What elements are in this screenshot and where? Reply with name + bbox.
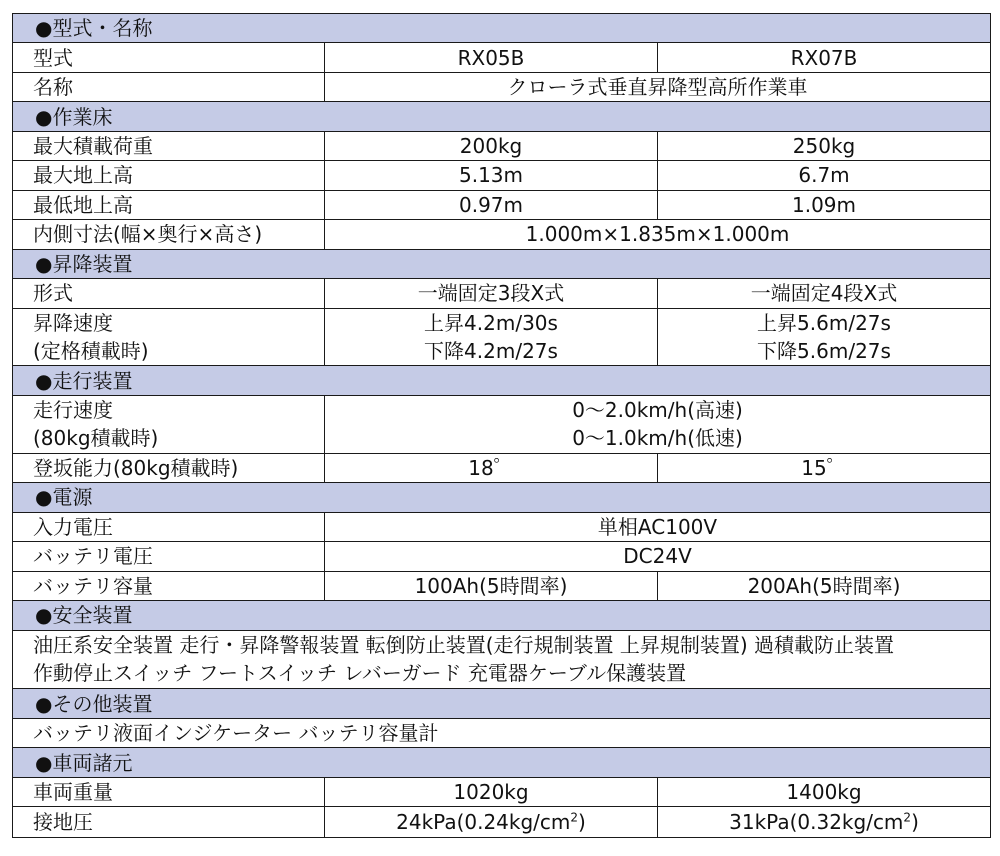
section-header-vehicle [13, 748, 991, 777]
other-devices-text: バッテリ液面インジケーター バッテリ容量計 [13, 718, 991, 747]
section-header-lift [13, 249, 991, 278]
row-climb [13, 453, 991, 482]
section-header-other [13, 689, 991, 718]
row-label: バッテリ電圧 [13, 542, 325, 571]
value-shared [325, 395, 991, 453]
value-rx05b: RX05B [325, 43, 658, 72]
row-battery-capacity [13, 571, 991, 600]
text-line: 作動停止スイッチ フートスイッチ レバーガード 充電器ケーブル保護装置 [33, 661, 687, 686]
row-inner-dimensions [13, 220, 991, 249]
row-min-height [13, 190, 991, 219]
value-close: ) [578, 810, 586, 835]
row-travel-speed [13, 395, 991, 453]
value-rx05b: 200kg [325, 131, 658, 160]
value-rx07b: 250kg [658, 131, 991, 160]
superscript: 2 [903, 810, 912, 825]
label-line: 走行速度 [33, 398, 113, 423]
row-lift-type [13, 279, 991, 308]
section-title: ●昇降装置 [13, 249, 991, 278]
section-header-safety [13, 601, 991, 630]
row-input-voltage [13, 512, 991, 541]
row-other-devices [13, 718, 991, 747]
section-header-travel [13, 366, 991, 395]
value-line: 上昇5.6m/27s [757, 310, 891, 335]
row-max-load [13, 131, 991, 160]
row-max-height [13, 161, 991, 190]
value-close: ) [911, 810, 919, 835]
row-label: 型式 [13, 43, 325, 72]
spec-table [12, 13, 991, 838]
value-rx07b [658, 807, 991, 838]
section-title: ●電源 [13, 483, 991, 512]
row-safety-devices [13, 630, 991, 689]
text-line: 油圧系安全装置 走行・昇降警報装置 転倒防止装置(走行規制装置 上昇規制装置) 過積載防止装置 [33, 633, 895, 658]
row-label: 接地圧 [13, 807, 325, 838]
section-title: ●車両諸元 [13, 748, 991, 777]
row-lift-speed [13, 308, 991, 366]
row-label: 車両重量 [13, 777, 325, 806]
section-title: ●その他装置 [13, 689, 991, 718]
row-label [13, 395, 325, 453]
row-label [13, 308, 325, 366]
safety-devices-text [13, 630, 991, 689]
row-label: 形式 [13, 279, 325, 308]
row-weight [13, 777, 991, 806]
section-header-power [13, 483, 991, 512]
value-line: 下降5.6m/27s [757, 338, 891, 363]
value-rx05b: 100Ah(5時間率) [325, 571, 658, 600]
value-rx05b: 一端固定3段X式 [325, 279, 658, 308]
superscript: 2 [570, 810, 579, 825]
row-label: 内側寸法(幅×奥行×高さ) [13, 220, 325, 249]
section-title: ●作業床 [13, 102, 991, 131]
value-rx07b: 6.7m [658, 161, 991, 190]
section-header-platform [13, 102, 991, 131]
value-shared: クローラ式垂直昇降型高所作業車 [325, 72, 991, 101]
value-shared: 1.000m×1.835m×1.000m [325, 220, 991, 249]
label-line: (定格積載時) [33, 338, 149, 363]
value-line: 0〜1.0km/h(低速) [572, 426, 743, 451]
row-label: バッテリ容量 [13, 571, 325, 600]
value-rx05b [325, 807, 658, 838]
label-line: 昇降速度 [33, 310, 113, 335]
value-rx05b: 5.13m [325, 161, 658, 190]
value-rx07b: 1.09m [658, 190, 991, 219]
row-label: 名称 [13, 72, 325, 101]
section-title: ●安全装置 [13, 601, 991, 630]
value-line: 下降4.2m/27s [424, 338, 558, 363]
value-rx05b: 18゜ [325, 453, 658, 482]
value-line: 上昇4.2m/30s [424, 310, 558, 335]
value-main: 31kPa(0.32kg/cm [729, 810, 904, 835]
value-rx07b: RX07B [658, 43, 991, 72]
row-name [13, 72, 991, 101]
value-rx05b: 1020kg [325, 777, 658, 806]
value-rx05b [325, 308, 658, 366]
row-label: 最大地上高 [13, 161, 325, 190]
row-battery-voltage [13, 542, 991, 571]
value-main: 24kPa(0.24kg/cm [396, 810, 571, 835]
row-label: 入力電圧 [13, 512, 325, 541]
value-rx07b: 一端固定4段X式 [658, 279, 991, 308]
value-line: 0〜2.0km/h(高速) [572, 398, 743, 423]
section-title: ●走行装置 [13, 366, 991, 395]
value-shared: 単相AC100V [325, 512, 991, 541]
value-rx07b: 1400kg [658, 777, 991, 806]
section-title: ●型式・名称 [13, 14, 991, 43]
row-ground-pressure [13, 807, 991, 838]
row-label: 最大積載荷重 [13, 131, 325, 160]
value-rx07b: 200Ah(5時間率) [658, 571, 991, 600]
value-rx07b [658, 308, 991, 366]
value-shared: DC24V [325, 542, 991, 571]
row-label: 登坂能力(80kg積載時) [13, 453, 325, 482]
section-header-type-name [13, 14, 991, 43]
value-rx05b: 0.97m [325, 190, 658, 219]
value-rx07b: 15゜ [658, 453, 991, 482]
row-label: 最低地上高 [13, 190, 325, 219]
row-model [13, 43, 991, 72]
label-line: (80kg積載時) [33, 426, 159, 451]
